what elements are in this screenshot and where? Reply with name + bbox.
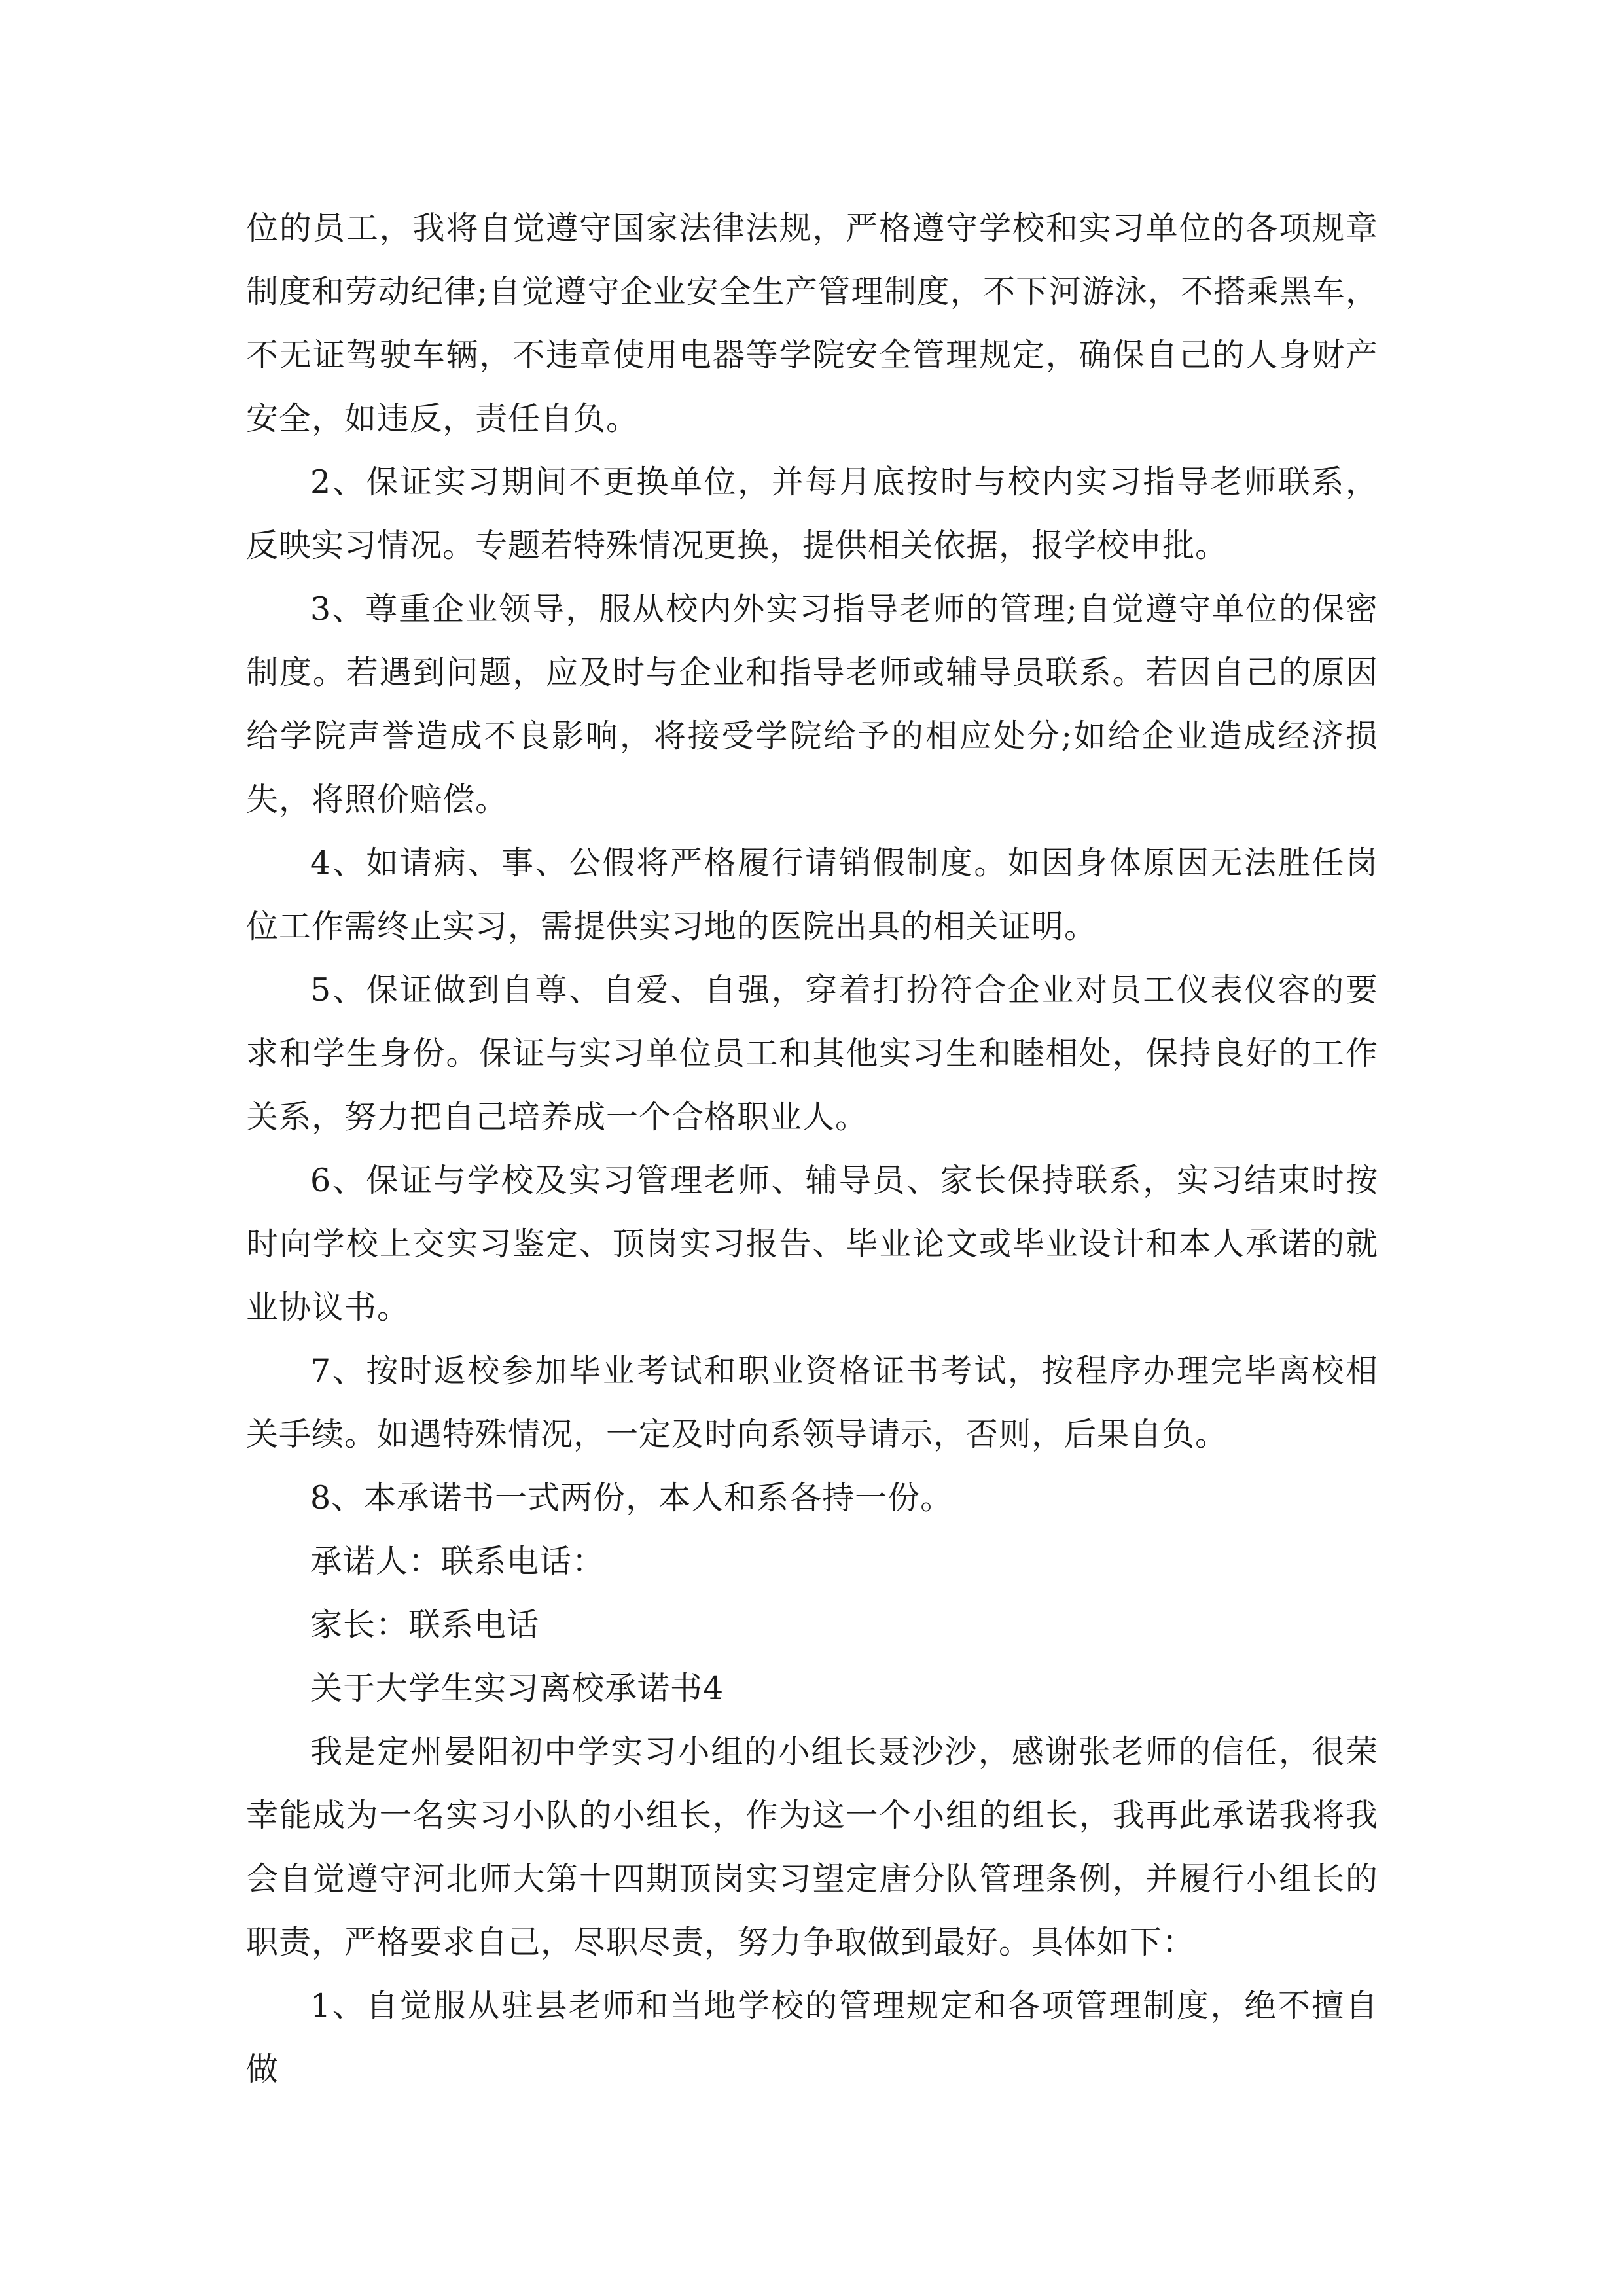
- paragraph-item-1: 1、自觉服从驻县老师和当地学校的管理规定和各项管理制度，绝不擅自做: [246, 1987, 1378, 2088]
- paragraph-item-3: 3、尊重企业领导，服从校内外实习指导老师的管理;自觉遵守单位的保密制度。若遇到问题，应及时与企业和指导老师或辅导员联系。若因自己的原因给学院声誉造成不良影响，将接受学院给予的相应处分;如给企业造成经济损失，将照价赔偿。: [246, 590, 1378, 818]
- section-heading: 关于大学生实习离校承诺书4: [310, 1670, 724, 1707]
- paragraph-item-2: 2、保证实习期间不更换单位，并每月底按时与校内实习指导老师联系，反映实习情况。专题若特殊情况更换，提供相关依据，报学校申批。: [246, 463, 1378, 564]
- paragraph-item-6: 6、保证与学校及实习管理老师、辅导员、家长保持联系，实习结束时按时向学校上交实习鉴定、顶岗实习报告、毕业论文或毕业设计和本人承诺的就业协议书。: [246, 1162, 1378, 1326]
- paragraph-item-7: 7、按时返校参加毕业考试和职业资格证书考试，按程序办理完毕离校相关手续。如遇特殊情况，一定及时向系领导请示，否则，后果自负。: [246, 1352, 1378, 1453]
- paragraph-item-4: 4、如请病、事、公假将严格履行请销假制度。如因身体原因无法胜任岗位工作需终止实习，需提供实习地的医院出具的相关证明。: [246, 844, 1378, 945]
- document-body: [246, 196, 1378, 2101]
- paragraph-item-5: 5、保证做到自尊、自爱、自强，穿着打扮符合企业对员工仪表仪容的要求和学生身份。保证与实习单位员工和其他实习生和睦相处，保持良好的工作关系，努力把自己培养成一个合格职业人。: [246, 971, 1378, 1136]
- paragraph-item-8: 8、本承诺书一式两份，本人和系各持一份。: [310, 1479, 954, 1516]
- paragraph-intro: 我是定州晏阳初中学实习小组的小组长聂沙沙，感谢张老师的信任，很荣幸能成为一名实习小队的小组长，作为这一个小组的组长，我再此承诺我将我会自觉遵守河北师大第十四期顶岗实习望定唐分队管理条例，并履行小组长的职责，严格要求自己，尽职尽责，努力争取做到最好。具体如下：: [246, 1733, 1378, 1961]
- paragraph-continuation: 位的员工，我将自觉遵守国家法律法规，严格遵守学校和实习单位的各项规章制度和劳动纪律;自觉遵守企业安全生产管理制度，不下河游泳，不搭乘黑车，不无证驾驶车辆，不违章使用电器等学院安全管理规定，确保自己的人身财产安全，如违反，责任自负。: [246, 209, 1378, 437]
- signature-line-parent: 家长：联系电话: [310, 1606, 540, 1643]
- signature-line-promisor: 承诺人：联系电话：: [310, 1543, 605, 1580]
